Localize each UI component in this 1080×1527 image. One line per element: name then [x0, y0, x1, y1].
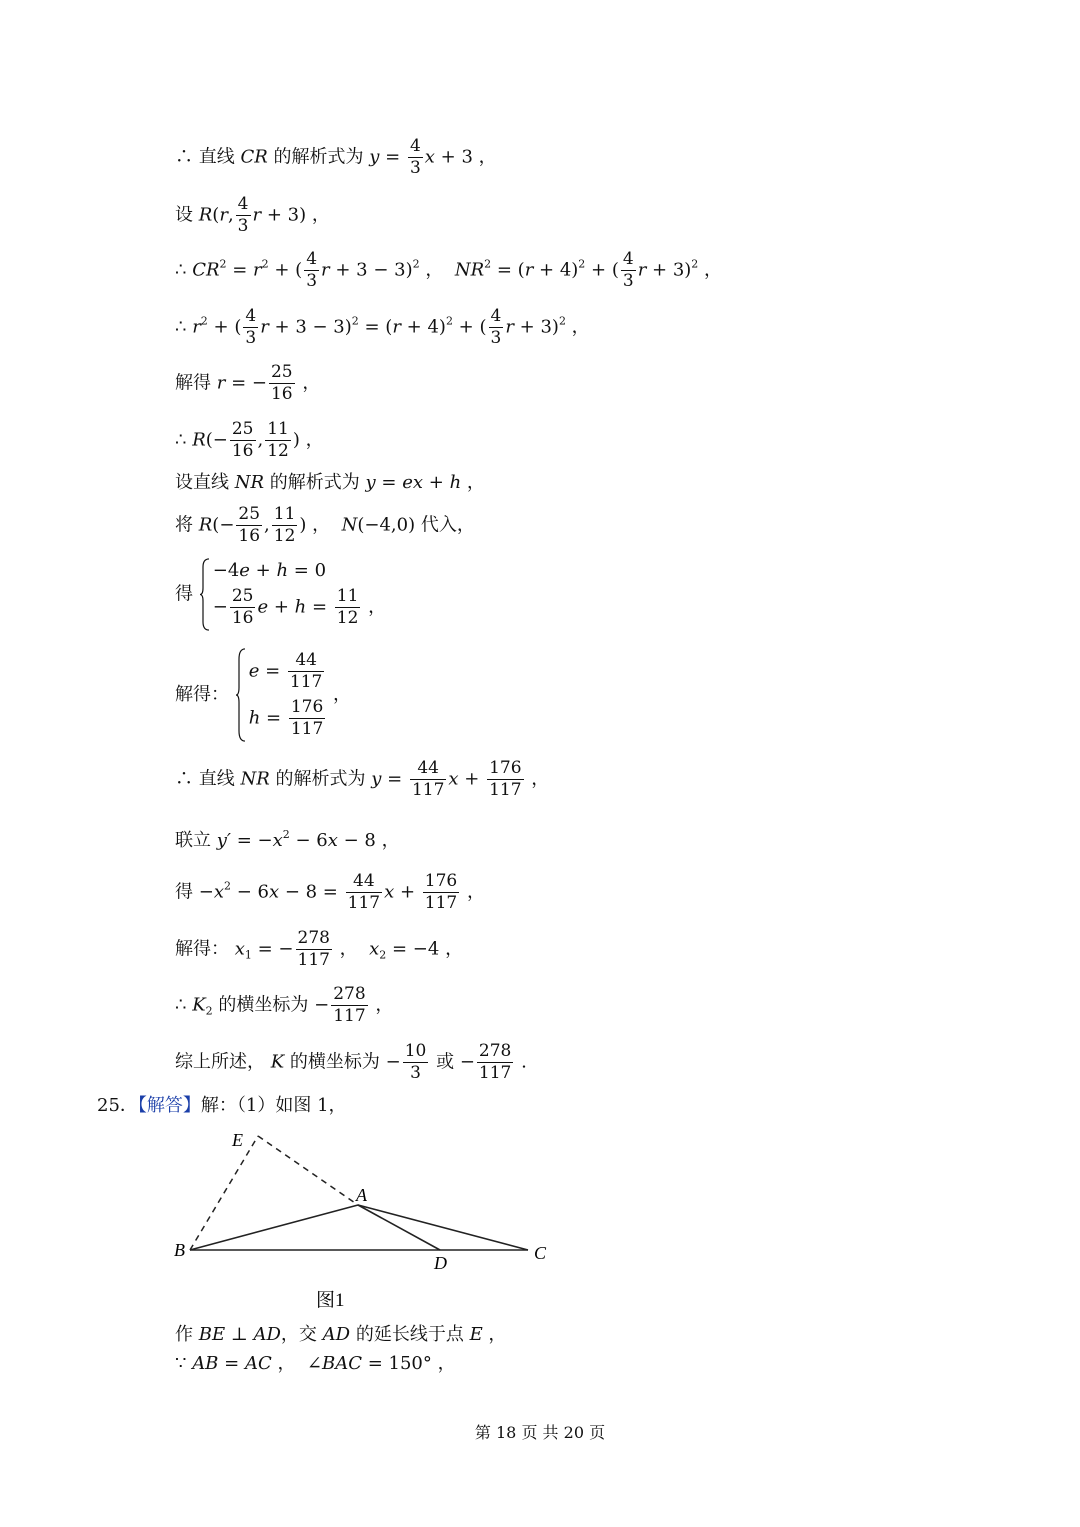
current-page-number: 18 — [496, 1423, 517, 1442]
ac-segment — [358, 1205, 528, 1250]
label-a: A — [356, 1185, 367, 1205]
line-nr-equation: ∴ 直线 NR 的解析式为 y = $\frac{44}{117}$ x + $\frac{176}{117}$ ， — [175, 758, 550, 800]
line-substitute: 将 R(− $\frac{25}{16}$ , $\frac{11}{12}$ ) ， N(−4,0) 代入， — [175, 504, 475, 546]
label-d: D — [434, 1253, 447, 1273]
total-page-number: 20 — [563, 1423, 584, 1442]
label-c: C — [534, 1243, 547, 1263]
figure-caption: 图1 — [316, 1290, 345, 1311]
left-brace-icon — [199, 558, 211, 631]
label-e: E — [232, 1130, 243, 1150]
line-system-1: 得 −4e + h = 0 − $\frac{25}{16}$ e + h = $\frac{11}{12}$ ， — [175, 558, 386, 631]
line-set-nr: 设直线 NR 的解析式为 y = ex + h ， — [175, 472, 485, 493]
line-construct-be: 作 BE ⊥ AD，交 AD 的延长线于点 E ， — [175, 1324, 507, 1345]
line-r-point: ∴ R(− $\frac{25}{16}$ , $\frac{11}{12}$ ) ， — [175, 419, 324, 461]
ea-dashed-line — [258, 1136, 358, 1205]
line-given: ∵ AB = AC ， ∠BAC = 150° ， — [175, 1353, 456, 1374]
line-system-2: 解得： e = $\frac{44}{117}$ h = $\frac{176}{117}$ ， — [175, 648, 351, 742]
line-combine: 联立 $y' = -x^2 - 6x - 8$ ， — [175, 828, 400, 851]
line-equation-r: ∴ $r^2$ + ( $\frac{4}{3}$ $r + 3 - 3)^2 = (r + 4)^2$ + ( $\frac{4}{3}$ r + 3)$^2$ ， — [175, 306, 590, 348]
left-brace-icon — [235, 648, 247, 742]
line-k2: ∴ $K_2$ 的横坐标为 − $\frac{278}{117}$ ， — [175, 984, 394, 1026]
page-footer: 第 18 页 共 20 页 — [474, 1423, 606, 1442]
line-cr-equation: ∴ 直线 CR 的解析式为 y = $\frac{4}{3}$ x + 3 ， — [175, 136, 497, 178]
label-b: B — [174, 1240, 185, 1260]
line-set-r: 设 R(r, $\frac{4}{3}$ r + 3) ， — [175, 194, 330, 236]
be-dashed-line — [190, 1136, 258, 1250]
question-25-heading: 25．【解答】解：（1）如图 1， — [97, 1095, 347, 1116]
triangle-figure — [168, 1124, 558, 1320]
answer-tag: 【解答】 — [137, 1095, 201, 1116]
line-solve-r: 解得 r = − $\frac{25}{16}$ ， — [175, 362, 321, 404]
line-get-equation: 得 $-x^2 - 6x - 8$ = $\frac{44}{117}$ x + $\frac{176}{117}$ ， — [175, 871, 485, 913]
line-solve-x: 解得： $x_1$ = − $\frac{278}{117}$ ， $x_2 = -4$ ， — [175, 928, 464, 970]
line-cr-nr-squared: ∴ $CR^2 = r^2$ + ( $\frac{4}{3}$ r + 3 − 3)$^2$ ， $NR^2 = (r + 4)^2$ + ( $\frac{4}{3}$ r + 3)$^2$ ， — [175, 249, 723, 291]
ad-segment — [358, 1205, 440, 1250]
line-conclusion: 综上所述， K 的横坐标为 − $\frac{10}{3}$ 或 − $\frac{278}{117}$ . — [175, 1041, 527, 1083]
ab-segment — [190, 1205, 358, 1250]
